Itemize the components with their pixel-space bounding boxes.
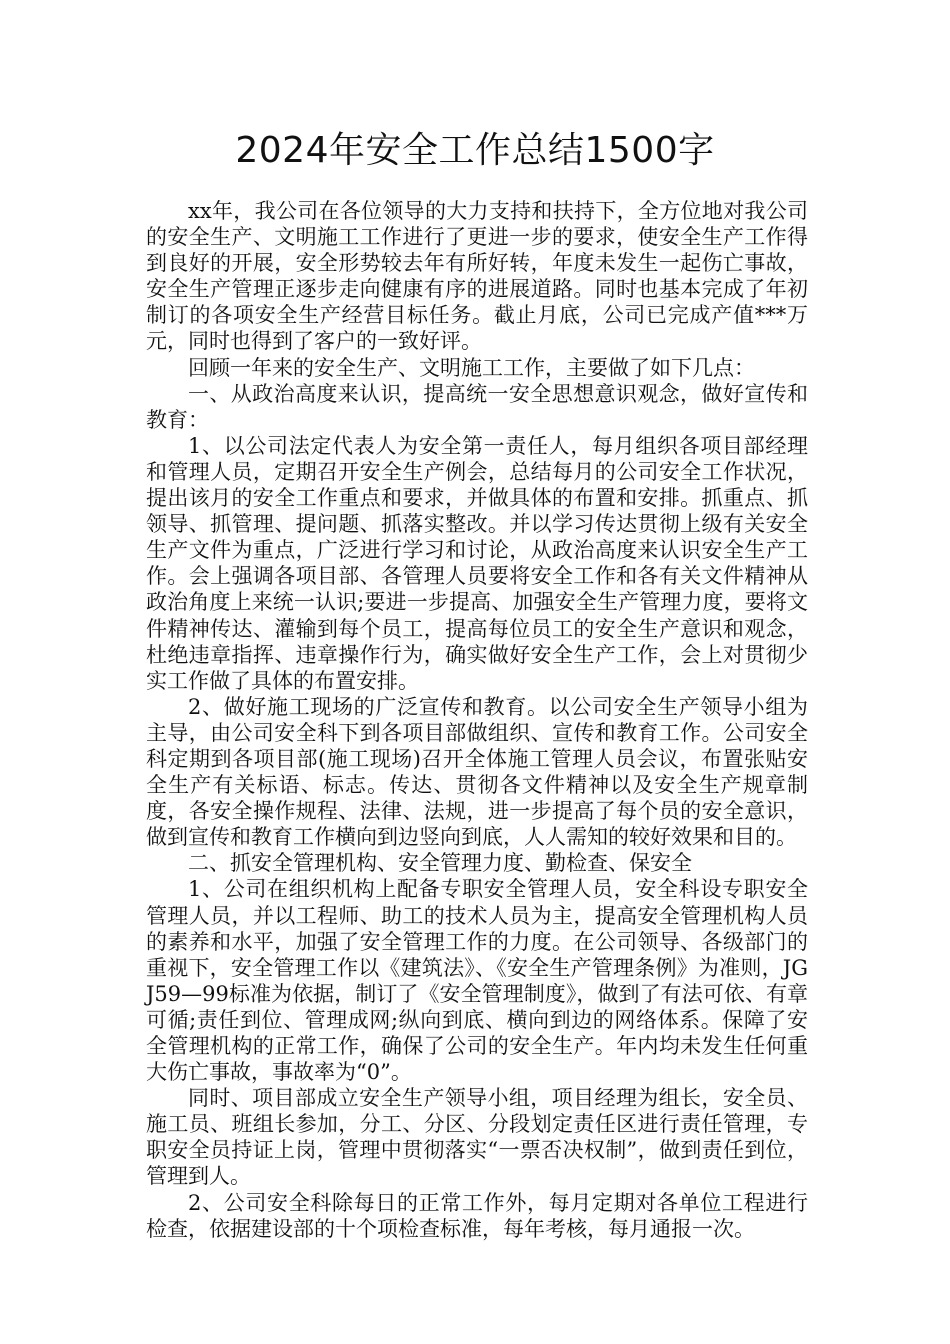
paragraph: 1、公司在组织机构上配备专职安全管理人员，安全科设专职安全管理人员，并以工程师、助工的技术人员为主，提高安全管理机构人员的素养和水平，加强了安全管理工作的力度。在公司领导、各级部门的重视下，安全管理工作以《建筑法》、《安全生产管理条例》为准则，JGJ59—99标准为依据，制订了《安全管理制度》，做到了有法可依、有章可循;责任到位、管理成网;纵向到底、横向到边的网络体系。保障了安全管理机构的正常工作，确保了公司的安全生产。年内均未发生任何重大伤亡事故，事故率为“0”。	[146, 877, 808, 1085]
paragraph: 2、做好施工现场的广泛宣传和教育。以公司安全生产领导小组为主导，由公司安全科下到各项目部做组织、宣传和教育工作。公司安全科定期到各项目部(施工现场)召开全体施工管理人员会议，布置张贴安全生产有关标语、标志。传达、贯彻各文件精神以及安全生产规章制度，各安全操作规程、法律、法规，进一步提高了每个员的安全意识，做到宣传和教育工作横向到边竖向到底，人人需知的较好效果和目的。	[146, 694, 808, 850]
document-body	[146, 198, 808, 1242]
paragraph: 回顾一年来的安全生产、文明施工工作，主要做了如下几点：	[188, 355, 755, 380]
paragraph: 同时、项目部成立安全生产领导小组，项目经理为组长，安全员、施工员、班组长参加，分工、分区、分段划定责任区进行责任管理，专职安全员持证上岗，管理中贯彻落实“一票否决权制”，做到责任到位，管理到人。	[146, 1086, 808, 1189]
section-heading: 二、抓安全管理机构、安全管理力度、勤检查、保安全	[188, 851, 692, 876]
paragraph: 1、以公司法定代表人为安全第一责任人，每月组织各项目部经理和管理人员，定期召开安全生产例会，总结每月的公司安全工作状况，提出该月的安全工作重点和要求，并做具体的布置和安排。抓重点、抓领导、抓管理、提问题、抓落实整改。并以学习传达贯彻上级有关安全生产文件为重点，广泛进行学习和讨论，从政治高度来认识安全生产工作。会上强调各项目部、各管理人员要将安全工作和各有关文件精神从政治角度上来统一认识;要进一步提高、加强安全生产管理力度，要将文件精神传达、灌输到每个员工，提高每位员工的安全生产意识和观念，杜绝违章指挥、违章操作行为，确实做好安全生产工作，会上对贯彻少实工作做了具体的布置安排。	[146, 433, 808, 693]
paragraph: 2、公司安全科除每日的正常工作外，每月定期对各单位工程进行检查，依据建设部的十个项检查标准，每年考核，每月通报一次。	[146, 1190, 808, 1241]
paragraph: xx年，我公司在各位领导的大力支持和扶持下，全方位地对我公司的安全生产、文明施工工作进行了更进一步的要求，使安全生产工作得到良好的开展，安全形势较去年有所好转，年度未发生一起伤亡事故，安全生产管理正逐步走向健康有序的进展道路。同时也基本完成了年初制订的各项安全生产经营目标任务。截止月底，公司已完成产值***万元，同时也得到了客户的一致好评。	[146, 199, 808, 354]
document-title: 2024年安全工作总结1500字	[235, 130, 715, 171]
section-heading: 一、从政治高度来认识，提高统一安全思想意识观念，做好宣传和教育：	[146, 381, 808, 432]
